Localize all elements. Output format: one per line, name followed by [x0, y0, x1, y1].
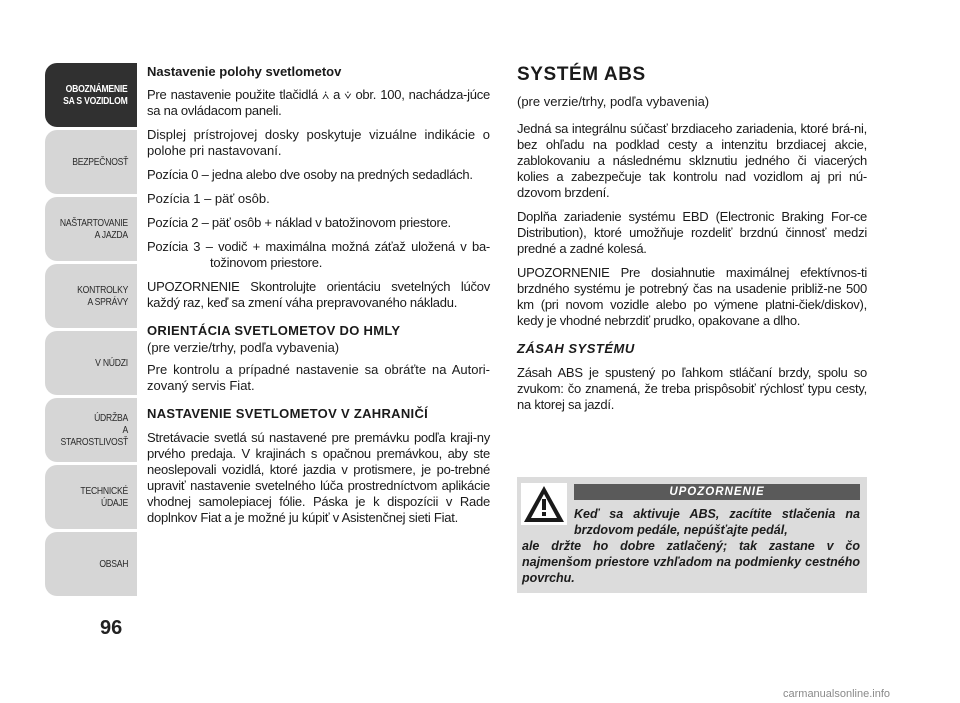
abs-heading: SYSTÉM ABS — [517, 64, 646, 85]
tab-v-nudzi[interactable]: V NÚDZI — [45, 331, 137, 395]
position-2: Pozícia 2 – päť osôb + náklad v batožinovom priestore. — [147, 215, 451, 230]
headlight-heading: Nastavenie polohy svetlometov — [147, 64, 342, 79]
warning-title: UPOZORNENIE — [574, 484, 860, 500]
position-1: Pozícia 1 – päť osôb. — [147, 191, 270, 206]
tab-obsah[interactable]: OBSAH — [45, 532, 137, 596]
page-number: 96 — [100, 617, 123, 639]
abs-subheading: (pre verzie/trhy, podľa vybavenia) — [517, 94, 710, 109]
fog-subheading: (pre verzie/trhy, podľa vybavenia) — [147, 340, 340, 355]
intervention-heading: ZÁSAH SYSTÉMU — [517, 341, 635, 356]
position-3: Pozícia 3 – vodič + maximálna možná záťaž uložená v ba-tožinovom priestore. — [147, 239, 490, 270]
fog-paragraph: Pre kontrolu a prípadné nastavenie sa obráťte na Autori-zovaný servis Fiat. — [147, 362, 490, 393]
abs-paragraph-1: Jedná sa integrálnu súčasť brzdiaceho zariadenia, ktoré brá-ni, bez ohľadu na podklad cesty a intenzitu brzdiacej akcie, zablokovaniu a následnému sklznutiu jedného či viacerých kolies a zabezpečuje tak kontrolu nad vozidlom aj pri nú-dzovom brzdení. — [517, 121, 867, 200]
orientation-warning: UPOZORNENIE Skontrolujte orientáciu svetelných lúčov každý raz, keď sa zmení váha prepravovaného nákladu. — [147, 279, 490, 310]
tab-technicke[interactable]: TECHNICKÉ ÚDAJE — [45, 465, 137, 529]
headlight-up-icon: ⩑ — [322, 88, 330, 102]
watermark: carmanualsonline.info — [783, 688, 891, 700]
intervention-paragraph: Zásah ABS je spustený po ľahkom stláčaní brzdy, spolu so zvukom: čo znamená, že treba prispôsobiť rýchlosť typu cesty, na ktorej sa jazdí. — [517, 365, 867, 412]
tab-bezpecnost[interactable]: BEZPEČNOSŤ — [45, 130, 137, 194]
headlight-paragraph: Pre nastavenie použite tlačidlá ⩑ a ⩒ obr. 100, nachádza-júce sa na ovládacom paneli. — [147, 87, 490, 118]
warning-box — [517, 477, 867, 593]
warning-text: Keď sa aktivuje ABS, zacítite stlačenia na brzdovom pedále, nepúšťajte pedál, ale držte ho dobre zatlačený; tak zastane v čo najmenšom priestore vzhľadom na podmienky cestného povrchu. — [522, 507, 860, 585]
left-column — [147, 64, 490, 534]
abs-paragraph-3: UPOZORNENIE Pre dosiahnutie maximálnej efektívnos-ti brzdného systému je potrebný čas na usadenie približ-ne 500 km (pri novom vozidle alebo po výmene platni-čiek/diskov), kedy je vhodné nebrzdiť prudko, opakovane a dlho. — [517, 265, 867, 328]
abroad-paragraph: Stretávacie svetlá sú nastavené pre premávku podľa kraji-ny prvého predaja. V krajinách s opačnou premávkou, aby ste neoslepovali vozidlá, ktoré jazdia v protismere, je po-trebné upraviť nastavenie svetelného lúča prostredníctvom aplikácie vhodnej samolepiacej fólie. Páska je k dispozícii v Rade doplnkov Fiat a je možné ju kúpiť v Asistenčnej sieti Fiat. — [147, 430, 490, 525]
position-0: Pozícia 0 – jedna alebo dve osoby na predných sedadlách. — [147, 167, 473, 182]
tab-nastartovanie[interactable]: NAŠTARTOVANIE A JAZDA — [45, 197, 137, 261]
abs-paragraph-2: Doplňa zariadenie systému EBD (Electronic Braking For-ce Distribution), ktoré umožňuje rozdeliť brzdnú činnosť medzi predné a zadné kolesá. — [517, 209, 867, 256]
display-paragraph: Displej prístrojovej dosky poskytuje vizuálne indikácie o polohe pri nastavovaní. — [147, 127, 490, 158]
tab-kontrolky[interactable]: KONTROLKY A SPRÁVY — [45, 264, 137, 328]
fog-heading: ORIENTÁCIA SVETLOMETOV DO HMLY — [147, 323, 401, 338]
tab-udrzba[interactable]: ÚDRŽBA A STAROSTLIVOSŤ — [45, 398, 137, 462]
tab-oboznamenie[interactable]: OBOZNÁMENIE SA S VOZIDLOM — [45, 63, 137, 127]
abroad-heading: NASTAVENIE SVETLOMETOV V ZAHRANIČÍ — [147, 406, 429, 421]
right-column — [517, 64, 867, 421]
chapter-sidebar — [45, 63, 137, 599]
headlight-down-icon: ⩒ — [344, 88, 352, 102]
